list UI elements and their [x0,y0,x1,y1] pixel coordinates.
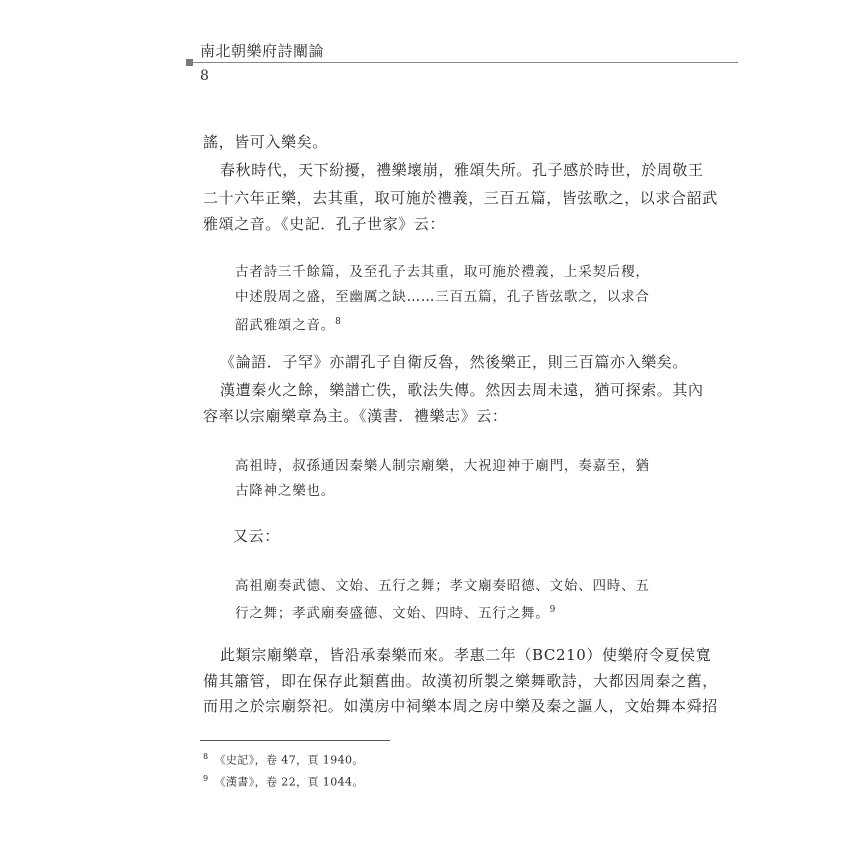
footnote [203,750,364,768]
body-line: 春秋時代，天下紛擾，禮樂壞崩，雅頌失所。孔子感於時世，於周敬王 [220,161,704,179]
body-line: 二十六年正樂，去其重，取可施於禮義，三百五篇，皆弦歌之，以求合韶武 [203,189,718,207]
footnote [203,772,364,790]
footnote-number: 8 [203,752,209,761]
header-rule [190,62,738,63]
body-line: 《論語．子罕》亦謂孔子自衛反魯，然後樂正，則三百篇亦入樂矣。 [220,353,689,371]
block-quote-line [235,600,556,624]
block-quote-line: 中述殷周之盛，至幽厲之缺……三百五篇，孔子皆弦歌之，以求合 [235,289,650,305]
footnote-text: 《史記》，卷 47，頁 1940。 [214,753,364,767]
footnote-text: 《漢書》，卷 22，頁 1044。 [214,775,364,789]
footnote-rule [200,740,390,741]
body-line: 謠，皆可入樂矣。 [203,133,328,151]
book-title: 南北朝樂府詩闡論 [200,42,325,60]
footnote-ref: 8 [335,317,342,327]
body-line: 漢遭秦火之餘，樂譜亡佚，歌法失傳。然因去周未遠，猶可探索。其內 [220,381,704,399]
body-line: 而用之於宗廟祭祀。如漢房中祠樂本周之房中樂及秦之謳人，文始舞本舜招 [203,697,718,715]
body-line: 此類宗廟樂章，皆沿承秦樂而來。孝惠二年（BC210）使樂府令夏侯寬 [220,646,712,664]
block-quote-line: 古者詩三千餘篇，及至孔子去其重，取可施於禮義，上采契后稷， [235,264,650,280]
body-line: 又云： [233,527,280,545]
body-line: 備其簫管，即在保存此類舊曲。故漢初所製之樂舞歌詩，大都因周秦之舊， [203,672,718,690]
block-quote-line: 古降神之樂也。 [235,483,336,499]
footnote-number: 9 [203,774,209,783]
page-number: 8 [200,68,209,84]
block-quote-line: 高祖時，叔孫通因秦樂人制宗廟樂，大祝迎神于廟門，奏嘉至，猶 [235,458,650,474]
block-quote-line: 高祖廟奏武德、文始、五行之舞；孝文廟奏昭德、文始、四時、五 [235,578,650,594]
quote-text: 行之舞；孝武廟奏盛德、文始、四時、五行之舞。 [235,605,550,622]
body-line: 容率以宗廟樂章為主。《漢書．禮樂志》云： [203,407,508,425]
footnote-ref: 9 [549,605,557,615]
quote-text: 韶武雅頌之音。 [235,317,336,334]
body-line: 雅頌之音。《史記．孔子世家》云： [203,215,446,233]
block-quote-line [235,312,342,336]
